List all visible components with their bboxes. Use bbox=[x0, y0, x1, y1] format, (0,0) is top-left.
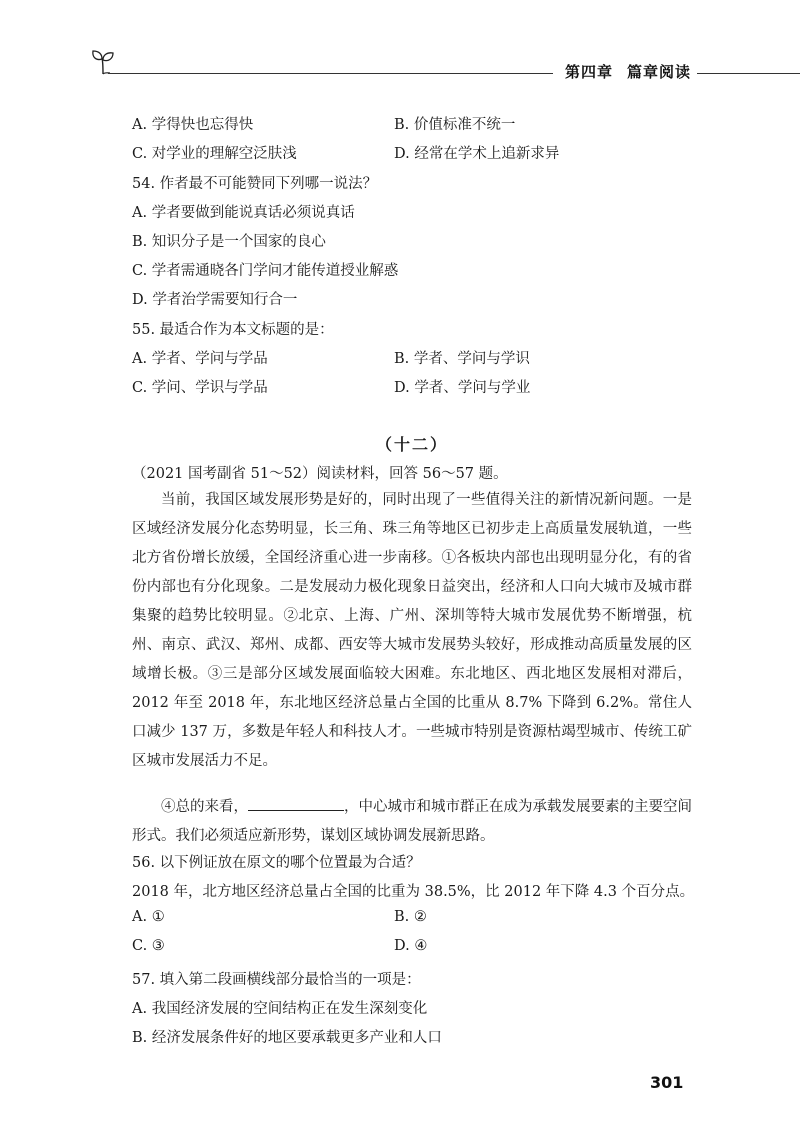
q56-stem: 56. 以下例证放在原文的哪个位置最为合适？ bbox=[132, 855, 421, 871]
paragraph-2-lead: ④总的来看， bbox=[161, 799, 248, 815]
q56-option-a: A. ① bbox=[132, 909, 165, 925]
passage-paragraph-1: 当前，我国区域发展形势是好的，同时出现了一些值得关注的新情况新问题。一是区域经济发展分化态势明显，长三角、珠三角等地区已初步走上高质量发展轨道，一些北方省份增长放缓，全国经济重心进一步南移。①各板块内部也出现明显分化，有的省份内部也有分化现象。二是发展动力极化现象日益突出，经济和人口向大城市及城市群集聚的趋势比较明显。②北京、上海、广州、深圳等特大城市发展优势不断增强，杭州、南京、武汉、郑州、成都、西安等大城市发展势头较好，形成推动高质量发展的区域增长极。③三是部分区域发展面临较大困难。东北地区、西北地区发展相对滞后，2012 年至 2018 年，东北地区经济总量占全国的比重从 8.7% 下降到 6.2%。常住人口减少 137 万，多数是年轻人和科技人才。一些城市特别是资源枯竭型城市、传统工矿区城市发展活力不足。 bbox=[132, 492, 692, 769]
q53-option-b: B. 价值标准不统一 bbox=[394, 117, 516, 133]
q53-option-d: D. 经常在学术上追新求异 bbox=[394, 146, 560, 162]
q54-option-c: C. 学者需通晓各门学问才能传道授业解惑 bbox=[132, 263, 399, 279]
q54-option-d: D. 学者治学需要知行合一 bbox=[132, 292, 298, 308]
q57-option-b: B. 经济发展条件好的地区要承载更多产业和人口 bbox=[132, 1030, 442, 1046]
section-title: （十二） bbox=[375, 435, 448, 454]
page-header bbox=[0, 0, 800, 90]
q56-example: 2018 年，北方地区经济总量占全国的比重为 38.5%，比 2012 年下降 4.3 个百分点。 bbox=[132, 884, 695, 900]
q54-stem: 54. 作者最不可能赞同下列哪一说法？ bbox=[132, 176, 378, 192]
q56-option-b: B. ② bbox=[394, 909, 427, 925]
q55-option-d: D. 学者、学问与学业 bbox=[394, 380, 531, 396]
q55-stem: 55. 最适合作为本文标题的是： bbox=[132, 322, 334, 338]
paragraph-2-rest: ，中心城市和城市群正在成为承载发展要素的主要空间形式。我们必须适应新形势，谋划区域协调发展新思路。 bbox=[132, 799, 692, 844]
header-rule-left bbox=[108, 73, 553, 74]
chapter-section: 篇章阅读 bbox=[627, 63, 692, 81]
section-intro: （2021 国考副省 51～52）阅读材料，回答 56～57 题。 bbox=[132, 466, 508, 482]
sprout-icon bbox=[90, 48, 116, 76]
q55-option-b: B. 学者、学问与学识 bbox=[394, 351, 530, 367]
passage-paragraph-2 bbox=[132, 793, 692, 851]
chapter-number: 第四章 bbox=[565, 63, 614, 81]
q55-option-a: A. 学者、学问与学品 bbox=[132, 351, 268, 367]
q53-option-c: C. 对学业的理解空泛肤浅 bbox=[132, 146, 297, 162]
q54-option-a: A. 学者要做到能说真话必须说真话 bbox=[132, 205, 355, 221]
header-rule-right bbox=[697, 73, 800, 74]
q53-option-a: A. 学得快也忘得快 bbox=[132, 117, 254, 133]
page-number: 301 bbox=[650, 1073, 684, 1092]
q54-option-b: B. 知识分子是一个国家的良心 bbox=[132, 234, 326, 250]
q55-option-c: C. 学问、学识与学品 bbox=[132, 380, 268, 396]
q57-stem: 57. 填入第二段画横线部分最恰当的一项是： bbox=[132, 972, 421, 988]
q57-option-a: A. 我国经济发展的空间结构正在发生深刻变化 bbox=[132, 1001, 428, 1017]
fill-blank-line bbox=[248, 796, 344, 811]
q56-option-c: C. ③ bbox=[132, 938, 165, 954]
chapter-title bbox=[565, 61, 691, 82]
q56-option-d: D. ④ bbox=[394, 938, 428, 954]
